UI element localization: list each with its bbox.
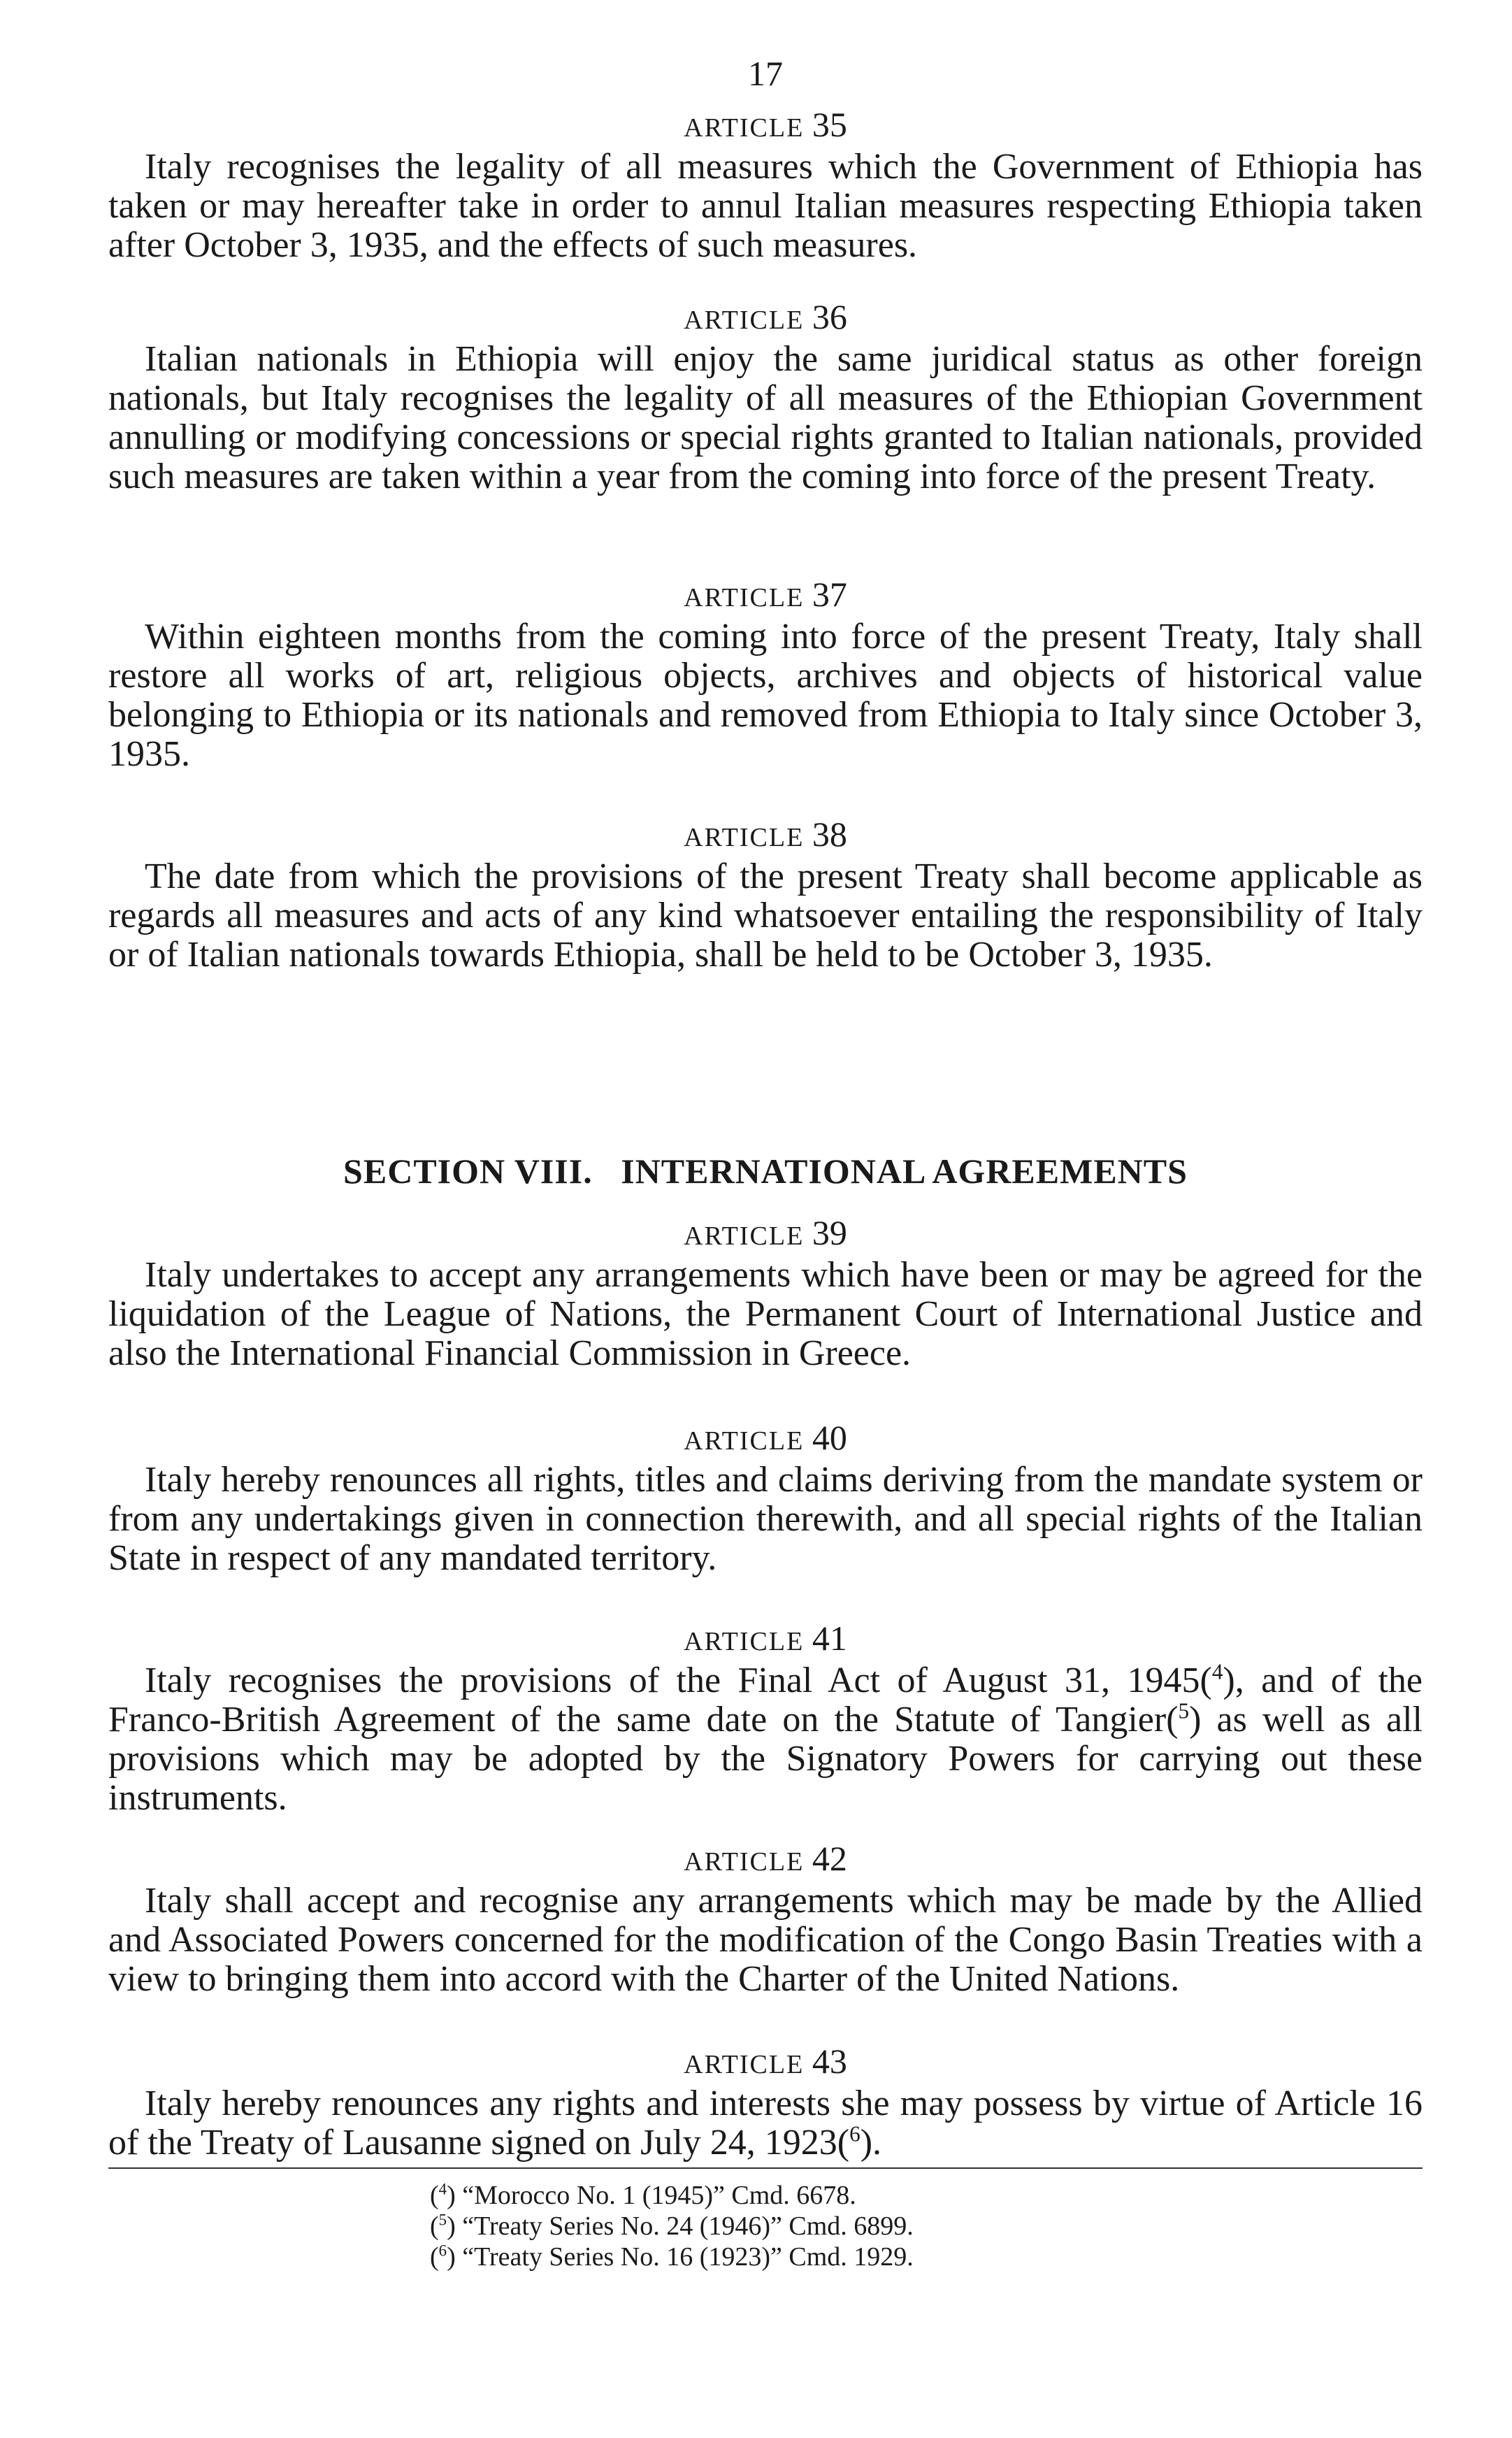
article-heading: ARTICLE 43 [684, 2042, 847, 2081]
article-42 [108, 1839, 1423, 1999]
article-heading: ARTICLE 38 [684, 815, 847, 854]
article-38 [108, 815, 1423, 975]
footnote-divider [108, 2167, 1423, 2169]
article-text: Italy shall accept and recognise any arrangements which may be made by the Allied and Associated Powers concerned for the modification of the Congo Basin Treaties with a view to bringing them into accord with the Charter of the United Nations. [108, 1881, 1423, 1999]
article-heading: ARTICLE 41 [684, 1619, 847, 1658]
article-heading: ARTICLE 36 [684, 297, 847, 336]
footnotes [430, 2180, 914, 2272]
article-43 [108, 2042, 1423, 2163]
footnote: ($^5$) “Treaty Series No. 24 (1946)” Cmd. 6899. [430, 2211, 914, 2241]
article-heading: ARTICLE 42 [684, 1839, 847, 1878]
article-text: Italy recognises the provisions of the Final Act of August 31, 1945($^4$), and of the Franco-British Agreement of the same date on the Statute of Tangier($^5$) as well as all provisions which may be adopted by the Signatory Powers for carrying out these instruments. [108, 1659, 1423, 1818]
page-number: 17 [748, 54, 783, 93]
article-text: Italy hereby renounces all rights, titles and claims deriving from the mandate system or from any undertakings given in connection therewith, and all special rights of the Italian State in respect of any mandated territory. [108, 1460, 1423, 1578]
article-heading: ARTICLE 40 [684, 1418, 847, 1457]
footnote: ($^6$) “Treaty Series No. 16 (1923)” Cmd. 1929. [430, 2242, 914, 2272]
article-heading: ARTICLE 39 [684, 1213, 847, 1252]
article-text: Within eighteen months from the coming into force of the present Treaty, Italy shall restore all works of art, religious objects, archives and objects of historical value belonging to Ethiopia or its nationals and removed from Ethiopia to Italy since October 3, 1935. [108, 617, 1423, 774]
article-41 [108, 1619, 1423, 1818]
footnote-ref: 5 [1178, 1698, 1190, 1723]
footnote-ref: 4 [1211, 1659, 1223, 1684]
article-text: Italy hereby renounces any rights and interests she may possess by virtue of Article 16 of the Treaty of Lausanne signed on July 24, 1923($^6$). [108, 2084, 1423, 2163]
article-heading: ARTICLE 35 [684, 105, 847, 144]
article-text: Italy recognises the legality of all measures which the Government of Ethiopia has taken or may hereafter take in order to annul Italian measures respecting Ethiopia taken after October 3, 1935, and the effects of such measures. [108, 147, 1423, 265]
article-40 [108, 1418, 1423, 1578]
article-37 [108, 575, 1423, 774]
article-text: Italian nationals in Ethiopia will enjoy the same juridical status as other foreign nationals, but Italy recognises the legality of all measures of the Ethiopian Government annulling or modifying concessions or special rights granted to Italian nationals, provided such measures are taken within a year from the coming into force of the present Treaty. [108, 339, 1423, 496]
footnote: ($^4$) “Morocco No. 1 (1945)” Cmd. 6678. [430, 2180, 856, 2210]
article-text: The date from which the provisions of the present Treaty shall become applicable as regards all measures and acts of any kind whatsoever entailing the responsibility of Italy or of Italian nationals towards Ethiopia, shall be held to be October 3, 1935. [108, 856, 1423, 975]
footnote-ref: 6 [849, 2121, 861, 2146]
article-text: Italy undertakes to accept any arrangements which have been or may be agreed for the liquidation of the League of Nations, the Permanent Court of International Justice and also the International Financial Commission in Greece. [108, 1255, 1423, 1373]
section-title: SECTION VIII. INTERNATIONAL AGREEMENTS [343, 1152, 1188, 1191]
article-35 [108, 105, 1423, 265]
article-36 [108, 297, 1423, 496]
article-39 [108, 1213, 1423, 1373]
article-heading: ARTICLE 37 [684, 575, 847, 614]
section-viii [108, 1150, 1423, 1192]
